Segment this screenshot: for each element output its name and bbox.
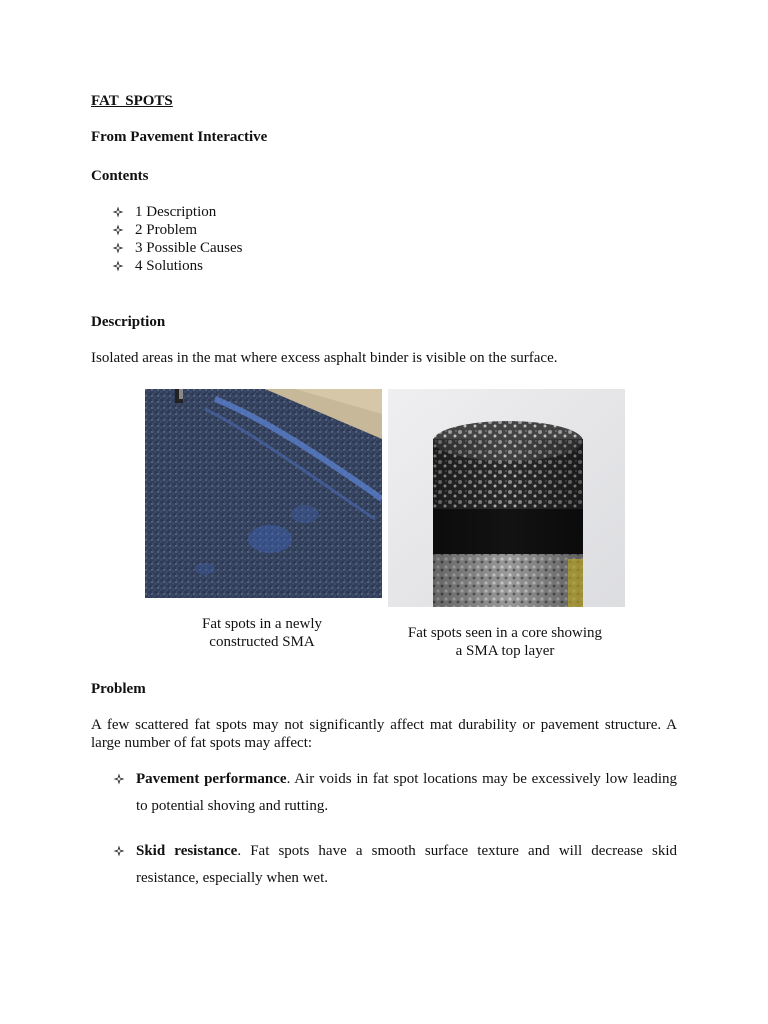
- item-text: . Fat spots have a smooth surface texture and will decrease skid resistance, especially when wet.: [136, 843, 677, 886]
- toc-item: [112, 239, 243, 257]
- item-term: Pavement performance: [136, 771, 287, 787]
- document-title: FAT SPOTS: [91, 93, 173, 109]
- diamond-bullet-icon: [112, 242, 124, 254]
- source-line: From Pavement Interactive: [91, 129, 268, 145]
- diamond-bullet-icon: [112, 206, 124, 218]
- problem-list-item: [113, 838, 677, 892]
- description-text: Isolated areas in the mat where excess asphalt binder is visible on the surface.: [91, 350, 558, 366]
- table-of-contents: [112, 203, 243, 275]
- toc-item: [112, 221, 243, 239]
- contents-heading: Contents: [91, 168, 149, 184]
- toc-item: [112, 203, 243, 221]
- item-term: Skid resistance: [136, 843, 238, 859]
- toc-item-label: 3 Possible Causes: [135, 240, 243, 256]
- toc-item-label: 1 Description: [135, 204, 217, 220]
- item-text: . Air voids in fat spot locations may be excessively low leading to potential shoving and rutting.: [136, 771, 677, 814]
- caption-line: constructed SMA: [209, 634, 315, 650]
- caption-line: Fat spots seen in a core showing: [407, 625, 603, 641]
- pavement-photo: [145, 389, 382, 598]
- diamond-bullet-icon: [113, 773, 125, 785]
- diamond-bullet-icon: [113, 845, 125, 857]
- toc-item-label: 4 Solutions: [135, 258, 203, 274]
- description-heading: Description: [91, 314, 166, 330]
- problem-heading: Problem: [91, 681, 146, 697]
- diamond-bullet-icon: [112, 260, 124, 272]
- toc-item-label: 2 Problem: [135, 222, 198, 238]
- figure-caption: [395, 624, 615, 660]
- caption-line: a SMA top layer: [455, 643, 555, 659]
- toc-item: [112, 257, 243, 275]
- figure-caption: [176, 615, 348, 651]
- problem-text: A few scattered fat spots may not significantly affect mat durability or pavement structure. A large number of fat spots may affect:: [91, 717, 677, 751]
- caption-line: Fat spots in a newly: [202, 616, 322, 632]
- core-sample-photo: [388, 389, 625, 607]
- diamond-bullet-icon: [112, 224, 124, 236]
- problem-list-item: [113, 766, 677, 820]
